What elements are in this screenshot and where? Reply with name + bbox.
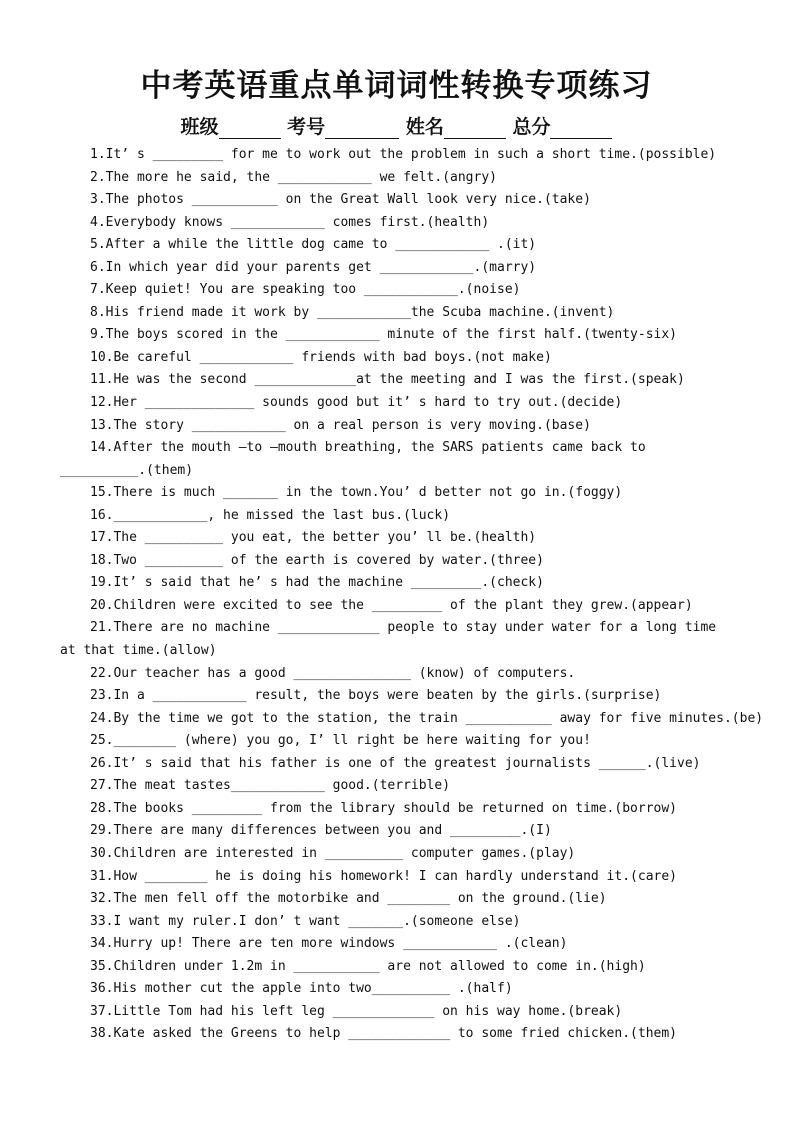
question-item: 1.It’ s _________ for me to work out the problem in such a short time.(possible) <box>90 147 717 162</box>
name-label: 姓名 <box>405 116 444 138</box>
question-item: 5.After a while the little dog came to ____________ .(it) <box>90 237 537 253</box>
question-item: 37.Little Tom had his left leg _____________ on his way home.(break) <box>90 1003 623 1019</box>
question-item: 8.His friend made it work by ____________the Scuba machine.(invent) <box>90 304 615 320</box>
question-item: 33.I want my ruler.I don’ t want _______.(someone else) <box>90 913 521 929</box>
question-item: 7.Keep quiet! You are speaking too ____________.(noise) <box>90 282 521 298</box>
question-item: 9.The boys scored in the ____________ minute of the first half.(twenty-six) <box>90 327 677 343</box>
question-item: 15.There is much _______ in the town.You’ d better not go in.(foggy) <box>90 485 623 501</box>
question-item: 31.How ________ he is doing his homework! I can hardly understand it.(care) <box>90 868 677 884</box>
question-item: 30.Children are interested in __________ computer games.(play) <box>90 845 576 861</box>
question-item: 18.Two __________ of the earth is covered by water.(three) <box>90 552 544 568</box>
question-item: 24.By the time we got to the station, the train ___________ away for five minutes.(be) <box>90 710 764 726</box>
question-item: 29.There are many differences between you and _________.(I) <box>90 823 552 839</box>
question-item: 20.Children were excited to see the _________ of the plant they grew.(appear) <box>90 597 693 613</box>
question-item: 35.Children under 1.2m in ___________ are not allowed to come in.(high) <box>90 958 646 974</box>
question-item: 23.In a ____________ result, the boys were beaten by the girls.(surprise) <box>90 688 662 704</box>
question-item: 28.The books _________ from the library should be returned on time.(borrow) <box>90 800 677 816</box>
question-item: 10.Be careful ____________ friends with bad boys.(not make) <box>90 349 552 365</box>
question-item: 4.Everybody knows ____________ comes first.(health) <box>90 214 490 230</box>
question-item: 36.His mother cut the apple into two__________ .(half) <box>90 981 513 997</box>
question-item: 16.____________, he missed the last bus.(luck) <box>90 507 451 523</box>
number-blank[interactable] <box>325 118 399 139</box>
question-item: 34.Hurry up! There are ten more windows ____________ .(clean) <box>90 936 568 952</box>
question-list <box>60 144 764 1046</box>
score-blank[interactable] <box>550 118 612 139</box>
question-item: 25.________ (where) you go, I’ ll right be here waiting for you! <box>90 733 591 749</box>
question-item: 14.After the mouth –to –mouth breathing, the SARS patients came back to __________.(them) <box>60 440 654 478</box>
name-blank[interactable] <box>444 118 506 139</box>
question-item: 3.The photos ___________ on the Great Wall look very nice.(take) <box>90 192 591 208</box>
question-item: 26.It’ s said that his father is one of the greatest journalists ______.(live) <box>90 755 701 771</box>
number-label: 考号 <box>287 116 326 138</box>
question-item: 27.The meat tastes____________ good.(terrible) <box>90 778 451 794</box>
question-item: 32.The men fell off the motorbike and ________ on the ground.(lie) <box>90 891 607 907</box>
question-item: 6.In which year did your parents get ____________.(marry) <box>90 259 537 275</box>
question-item: 22.Our teacher has a good _______________ (know) of computers. <box>90 665 576 681</box>
student-info-line <box>0 112 793 139</box>
class-blank[interactable] <box>219 118 281 139</box>
question-item: 38.Kate asked the Greens to help _____________ to some fried chicken.(them) <box>90 1026 677 1042</box>
question-item: 21.There are no machine _____________ people to stay under water for a long time at that time.(allow) <box>60 620 724 659</box>
score-label: 总分 <box>512 116 551 138</box>
worksheet-title: 中考英语重点单词词性转换专项练习 <box>140 68 653 104</box>
question-item: 11.He was the second _____________at the meeting and I was the first.(speak) <box>90 372 685 388</box>
class-label: 班级 <box>180 116 219 138</box>
question-item: 19.It’ s said that he’ s had the machine _________.(check) <box>90 575 544 591</box>
question-item: 17.The __________ you eat, the better you’ ll be.(health) <box>90 530 537 546</box>
question-item: 2.The more he said, the ____________ we felt.(angry) <box>90 169 497 185</box>
question-item: 12.Her ______________ sounds good but it’ s hard to try out.(decide) <box>90 395 623 411</box>
question-item: 13.The story ____________ on a real person is very moving.(base) <box>90 417 591 433</box>
